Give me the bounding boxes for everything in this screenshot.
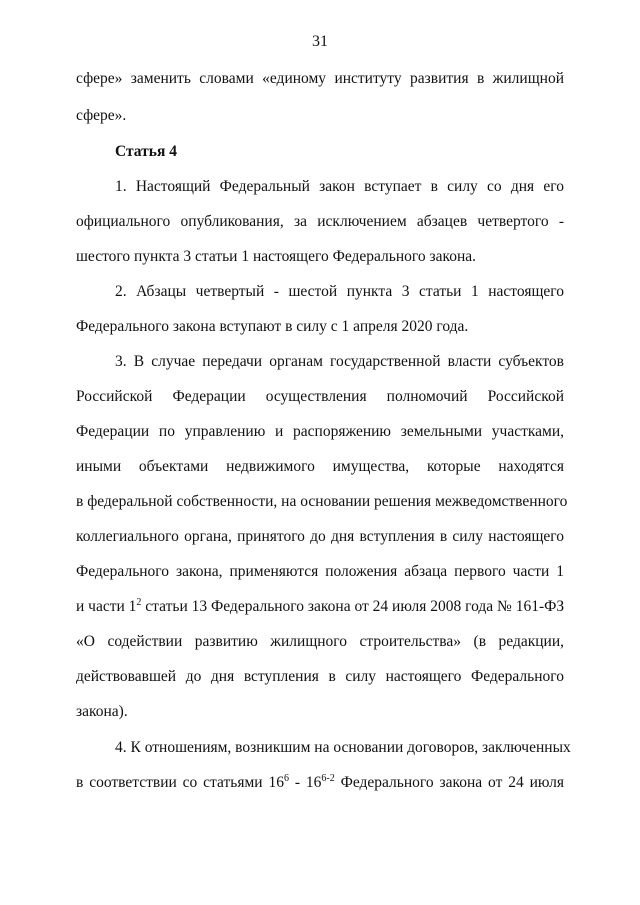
text-line: Федерального закона, применяются положения абзаца первого части 1 [76, 563, 564, 580]
text-fragment: статьи 13 Федерального закона от 24 июля 2008 года № 161-ФЗ [141, 598, 565, 615]
text-line: действовавшей до дня вступления в силу настоящего Федерального [76, 668, 564, 685]
text-line [76, 597, 564, 617]
superscript: 6 [283, 772, 289, 784]
text-line: Федерации по управлению и распоряжению земельными участками, [76, 423, 564, 440]
page-number: 31 [312, 33, 328, 50]
text-line: Российской Федерации осуществления полномочий Российской [76, 388, 564, 405]
text-line: в федеральной собственности, на основании решения межведомственного [76, 493, 568, 510]
text-line: Федерального закона вступают в силу с 1 апреля 2020 года. [76, 318, 469, 335]
text-fragment: Федерального закона от 24 июля [334, 774, 564, 791]
text-fragment: и части 1 [76, 598, 137, 615]
text-line: иными объектами недвижимого имущества, которые находятся [76, 458, 564, 475]
text-line: 4. К отношениям, возникшим на основании договоров, заключенных [115, 739, 571, 756]
superscript: 2 [136, 596, 142, 608]
text-line: шестого пункта 3 статьи 1 настоящего Федерального закона. [76, 248, 477, 265]
text-line: сфере» заменить словами «единому институту развития в жилищной [76, 70, 564, 87]
text-line: 2. Абзацы четвертый - шестой пункта 3 статьи 1 настоящего [115, 283, 564, 300]
text-line: сфере». [76, 107, 127, 124]
text-line: коллегиального органа, принятого до дня вступления в силу настоящего [76, 528, 564, 545]
text-line: «О содействии развитию жилищного строительства» (в редакции, [76, 633, 564, 650]
text-line: официального опубликования, за исключением абзацев четвертого - [76, 213, 564, 230]
text-line: 1. Настоящий Федеральный закон вступает в силу со дня его [115, 178, 564, 195]
text-line: закона). [76, 703, 128, 720]
superscript: 6-2 [321, 772, 335, 784]
text-fragment: в соответствии со статьями 16 [76, 774, 284, 791]
text-fragment: - 16 [288, 774, 322, 791]
text-line [76, 773, 564, 793]
text-line: 3. В случае передачи органам государственной власти субъектов [115, 353, 564, 370]
article-heading: Статья 4 [115, 143, 177, 160]
